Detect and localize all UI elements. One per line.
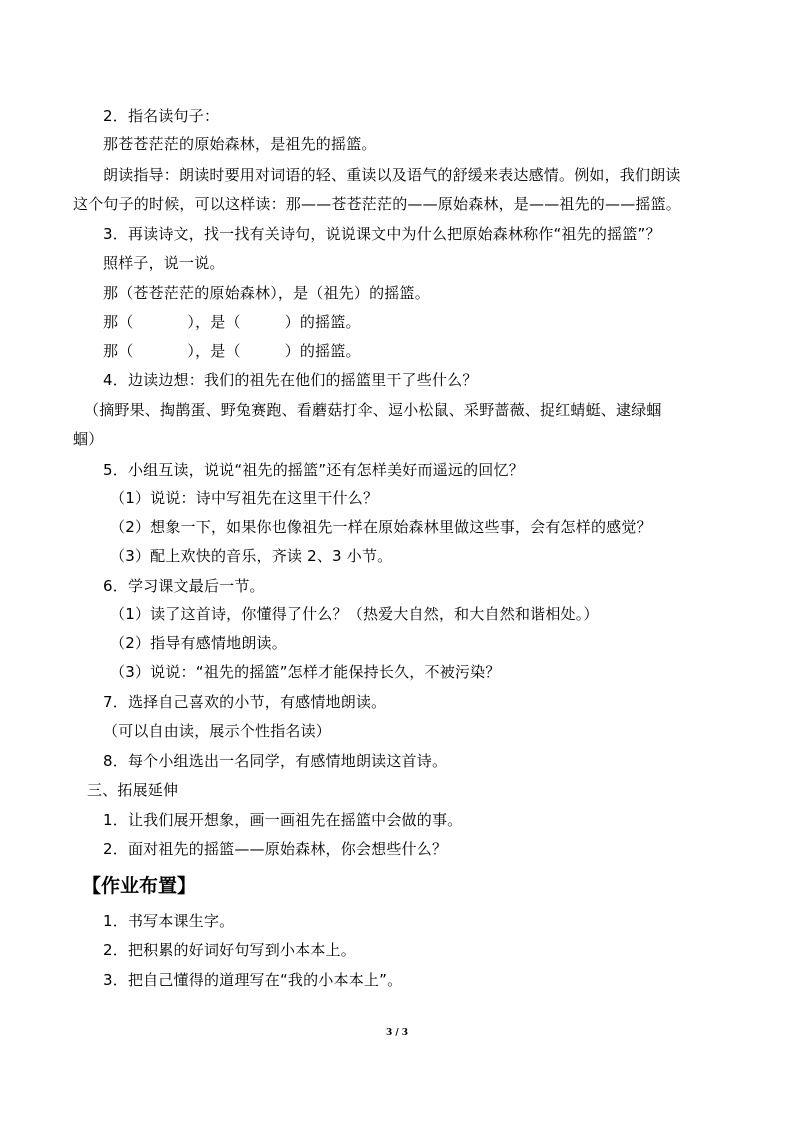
item-6-sub-2: （2）指导有感情地朗读。 xyxy=(110,634,287,652)
fill-blank-line xyxy=(103,341,361,361)
fill-blank-yaolan: ）的摇篮。 xyxy=(284,342,361,360)
item-2-heading: 2．指名读句子： xyxy=(103,107,220,125)
item-5-sub-1: （1）说说：诗中写祖先在这里干什么？ xyxy=(110,489,379,507)
homework-item-3: 3．把自己懂得的道理写在“我的小本本上”。 xyxy=(103,971,403,989)
fill-blank-line xyxy=(103,312,361,332)
item-4-answer-line-2: 蝈） xyxy=(73,430,104,448)
extension-item-1: 1．让我们展开想象，画一画祖先在摇篮中会做的事。 xyxy=(103,811,463,829)
item-7-heading: 7．选择自己喜欢的小节，有感情地朗读。 xyxy=(103,693,387,711)
item-6-sub-1: （1）读了这首诗，你懂得了什么？（热爱大自然，和大自然和谐相处。） xyxy=(110,605,599,623)
homework-heading: 【作业布置】 xyxy=(82,875,197,897)
item-4-heading: 4．边读边想：我们的祖先在他们的摇篮里干了些什么？ xyxy=(103,371,478,389)
imitate-instruction: 照样子，说一说。 xyxy=(103,254,225,272)
item-5-heading: 5．小组互读，说说“祖先的摇篮”还有怎样美好而遥远的回忆？ xyxy=(103,461,524,479)
fill-blank-na: 那（ xyxy=(103,342,134,360)
item-6-heading: 6．学习课文最后一节。 xyxy=(103,577,265,595)
item-5-sub-2: （2）想象一下，如果你也像祖先一样在原始森林里做这些事，会有怎样的感觉？ xyxy=(110,518,652,536)
item-7-note: （可以自由读，展示个性指名读） xyxy=(103,722,332,740)
imitate-example: 那（苍苍茫茫的原始森林），是（祖先）的摇篮。 xyxy=(103,284,430,302)
fill-blank-shi: ），是（ xyxy=(187,342,241,360)
item-4-answer-line-1: （摘野果、掏鹊蛋、野兔赛跑、看蘑菇打伞、逗小松鼠、采野蔷薇、捉红蜻蜓、逮绿蝈 xyxy=(84,401,662,419)
reading-guide-line-2: 这个句子的时候，可以这样读：那——苍苍茫茫的——原始森林，是——祖先的——摇篮。 xyxy=(73,195,682,213)
homework-item-2: 2．把积累的好词好句写到小本本上。 xyxy=(103,941,356,959)
item-5-sub-3: （3）配上欢快的音乐，齐读 2、3 小节。 xyxy=(110,547,393,565)
fill-blank-yaolan: ）的摇篮。 xyxy=(284,313,361,331)
item-3-heading: 3．再读诗文，找一找有关诗句，说说课文中为什么把原始森林称作“祖先的摇篮”？ xyxy=(103,225,661,243)
page-number: 3 / 3 xyxy=(385,1028,409,1038)
item-8-heading: 8．每个小组选出一名同学，有感情地朗读这首诗。 xyxy=(103,752,448,770)
extension-item-2: 2．面对祖先的摇篮——原始森林，你会想些什么？ xyxy=(103,840,448,858)
example-sentence: 那苍苍茫茫的原始森林，是祖先的摇篮。 xyxy=(103,135,377,153)
section-3-heading: 三、拓展延伸 xyxy=(87,781,179,799)
homework-item-1: 1．书写本课生字。 xyxy=(103,912,235,930)
reading-guide-line-1: 朗读指导：朗读时要用对词语的轻、重读以及语气的舒缓来表达感情。例如，我们朗读 xyxy=(103,166,681,184)
item-6-sub-3: （3）说说：“祖先的摇篮”怎样才能保持长久，不被污染？ xyxy=(110,663,501,681)
fill-blank-shi: ），是（ xyxy=(187,313,241,331)
fill-blank-na: 那（ xyxy=(103,313,134,331)
